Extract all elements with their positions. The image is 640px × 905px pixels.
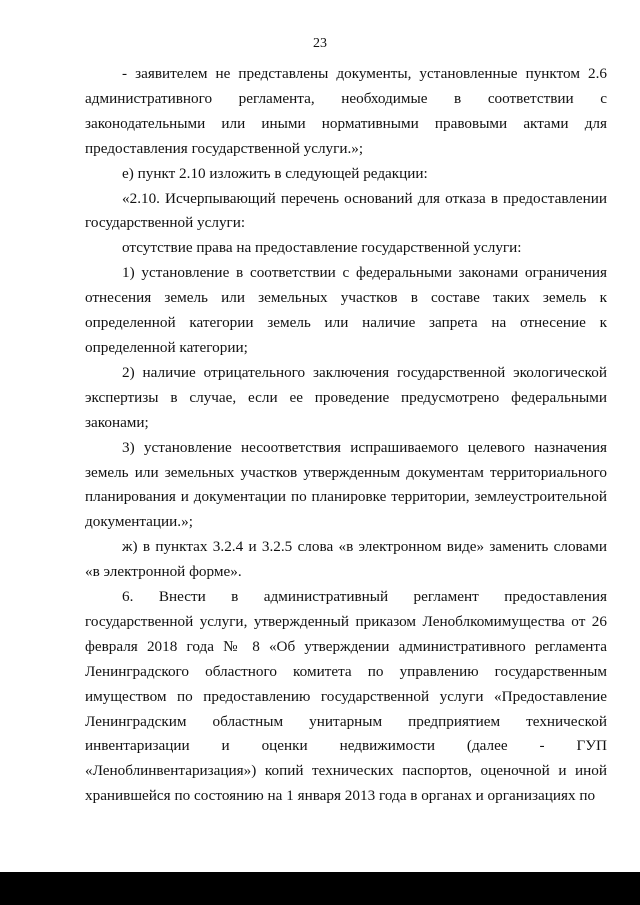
paragraph-section-6: 6. Внести в административный регламент предоставления государственной услуги, утвержденный приказом Леноблкомимущества от 26 февраля 2018 года № 8 «Об утверждении административного регламента Ленинградского областного комитета по управлению государственным имуществом по предоставлению государственной услуги «Предоставление Ленинградским областным унитарным предприятием технической инвентаризации и оценки недвижимости (далее - ГУП «Леноблинвентаризация») копий технических паспортов, оценочной и иной хранившейся по состоянию на 1 января 2013 года в органах и организациях по bbox=[85, 588, 607, 805]
paragraph-applicant-documents: - заявителем не представлены документы, установленные пунктом 2.6 административного регламента, необходимые в соответствии с законодательными или иными нормативными правовыми актами для предоставления государственной услуги.»; bbox=[85, 65, 607, 157]
paragraph-no-right: отсутствие права на предоставление государственной услуги: bbox=[122, 239, 522, 257]
scan-bottom-bar bbox=[0, 872, 640, 905]
paragraph-reason-2: 2) наличие отрицательного заключения государственной экологической экспертизы в случае, если ее проведение предусмотрено федеральными законами; bbox=[85, 363, 607, 431]
paragraph-reason-3: 3) установление несоответствия испрашиваемого целевого назначения земель или земельных участков утвержденным документам территориального планирования и документации по планировке территории, землеустроительной документации.»; bbox=[85, 438, 607, 531]
page-number: 23 bbox=[313, 36, 327, 51]
paragraph-item-e: е) пункт 2.10 изложить в следующей редакции: bbox=[122, 164, 428, 182]
paragraph-2-10-heading: «2.10. Исчерпывающий перечень оснований для отказа в предоставлении государственной услуги: bbox=[85, 189, 607, 232]
paragraph-reason-1: 1) установление в соответствии с федеральными законами ограничения отнесения земель или земельных участков в составе таких земель к определенной категории земель или наличие запрета на отнесение к определенной категории; bbox=[85, 264, 607, 356]
document-body bbox=[85, 62, 607, 809]
paragraph-item-zh: ж) в пунктах 3.2.4 и 3.2.5 слова «в электронном виде» заменить словами «в электронной форме». bbox=[85, 538, 607, 581]
